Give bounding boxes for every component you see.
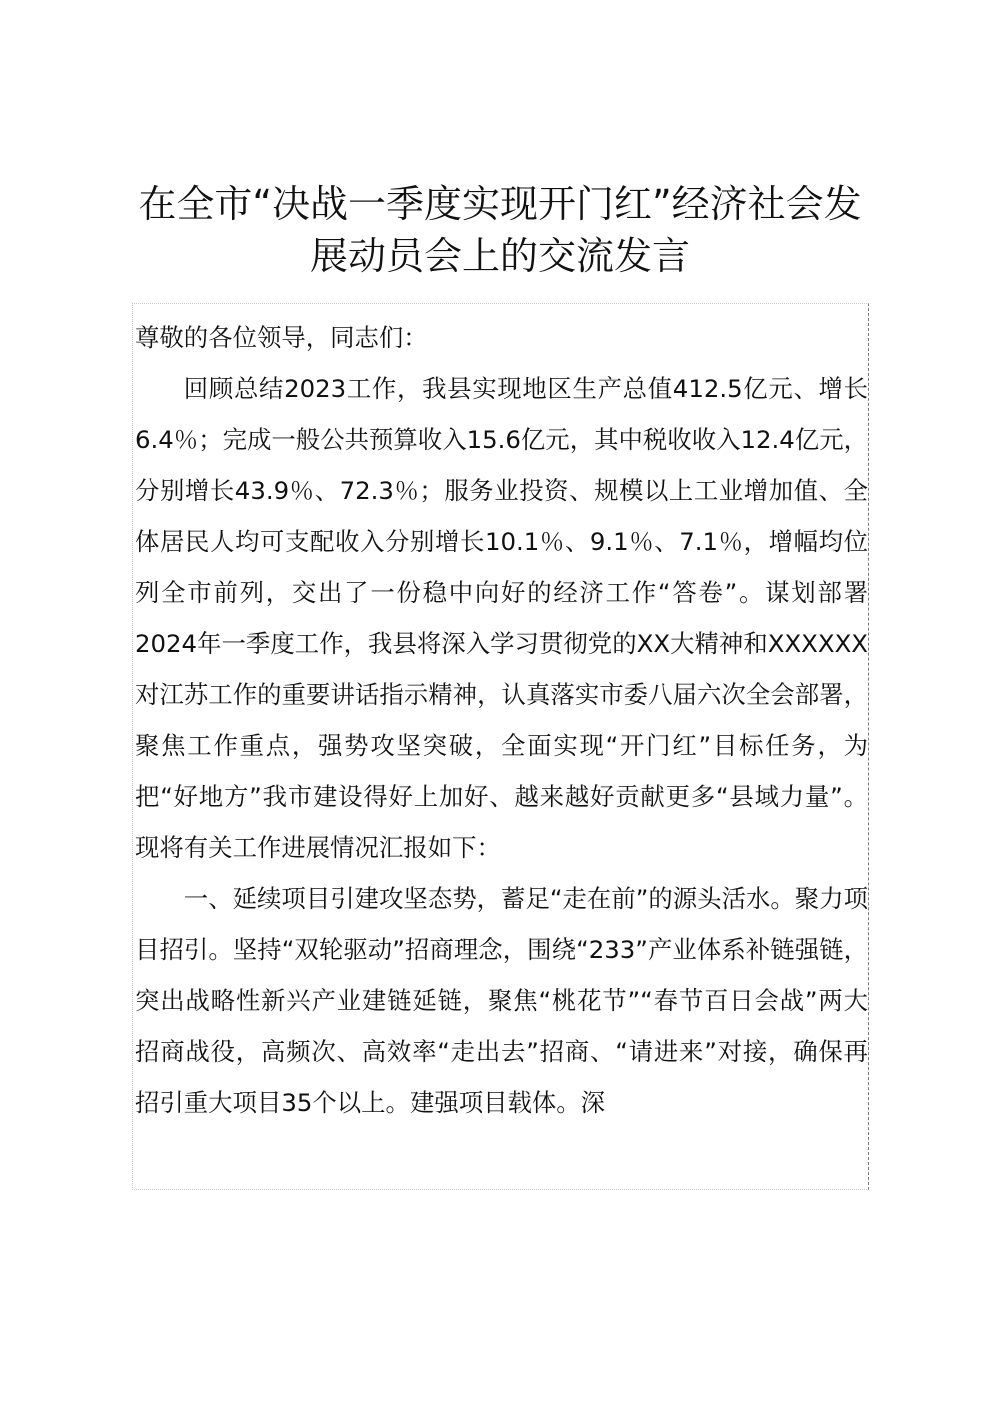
title-line-2: 展动员会上的交流发言 <box>309 234 690 278</box>
salutation: 尊敬的各位领导，同志们： <box>135 323 428 352</box>
document-title <box>120 178 880 282</box>
body-text <box>135 312 868 1128</box>
title-line-1: 在全市“决战一季度实现开门红”经济社会发 <box>138 182 862 226</box>
paragraph-intro: 回顾总结2023工作，我县实现地区生产总值412.5亿元、增长6.4％；完成一般公共预算收入15.6亿元，其中税收收入12.4亿元，分别增长43.9％、72.3％；服务业投资、规模以上工业增加值、全体居民人均可支配收入分别增长10.1％、9.1％、7.1％，增幅均位列全市前列，交出了一份稳中向好的经济工作“答卷”。谋划部署2024年一季度工作，我县将深入学习贯彻党的XX大精神和XXXXXX对江苏工作的重要讲话指示精神，认真落实市委八届六次全会部署，聚焦工作重点，强势攻坚突破，全面实现“开门红”目标任务，为把“好地方”我市建设得好上加好、越来越好贡献更多“县域力量”。现将有关工作进展情况汇报如下： <box>135 374 868 862</box>
paragraph-section-one: 一、延续项目引建攻坚态势，蓄足“走在前”的源头活水。聚力项目招引。坚持“双轮驱动”招商理念，围绕“233”产业体系补链强链，突出战略性新兴产业建链延链，聚焦“桃花节”“春节百日会战”两大招商战役，高频次、高效率“走出去”招商、“请进来”对接，确保再招引重大项目35个以上。建强项目载体。深 <box>135 884 868 1117</box>
body-text-frame <box>132 303 869 1190</box>
